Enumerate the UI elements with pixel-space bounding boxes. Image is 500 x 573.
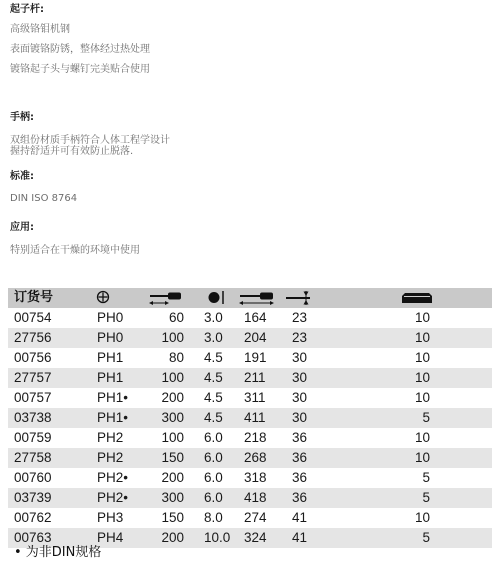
phillips-size-cell: PH0 <box>97 310 124 325</box>
table-row <box>8 388 492 408</box>
table-body <box>8 308 492 548</box>
overall-length-cell: 411 <box>244 410 266 425</box>
shaft-line: 镀铬起子头与螺钉完美贴合使用 <box>10 64 150 75</box>
application-title: 应用: <box>10 222 34 233</box>
package-quantity-cell: 10 <box>414 370 430 385</box>
shank-diameter-icon <box>284 290 314 306</box>
package-quantity-cell: 10 <box>414 430 430 445</box>
table-row <box>8 308 492 328</box>
blade-length-cell: 80 <box>168 350 184 365</box>
blade-length-cell: 300 <box>161 410 184 425</box>
footnote: • 为非DIN规格 <box>14 545 102 560</box>
shank-diameter-cell: 41 <box>292 530 308 545</box>
tip-diameter-cell: 4.5 <box>204 350 223 365</box>
blade-length-cell: 200 <box>161 470 184 485</box>
blade-length-cell: 100 <box>161 430 184 445</box>
blade-length-cell: 150 <box>161 510 184 525</box>
shaft-line: 表面镀铬防锈，整体经过热处理 <box>10 44 150 55</box>
package-quantity-cell: 5 <box>422 470 430 485</box>
shank-diameter-cell: 30 <box>292 410 308 425</box>
tip-diameter-cell: 6.0 <box>204 450 223 465</box>
order-no-cell: 00762 <box>14 510 52 525</box>
tip-diameter-cell: 4.5 <box>204 370 223 385</box>
overall-length-cell: 211 <box>244 370 266 385</box>
handle-title: 手柄: <box>10 112 34 123</box>
tip-diameter-cell: 3.0 <box>204 330 223 345</box>
package-quantity-cell: 5 <box>422 490 430 505</box>
package-quantity-cell: 10 <box>414 310 430 325</box>
shaft-title: 起子杆: <box>10 4 44 15</box>
blade-length-cell: 150 <box>161 450 184 465</box>
phillips-size-cell: PH4 <box>97 530 124 545</box>
phillips-size-cell: PH2• <box>97 490 128 505</box>
table-row <box>8 348 492 368</box>
shaft-line: 高级铬钼机钢 <box>10 24 70 35</box>
handle-line: 双组份材质手柄符合人体工程学设计 <box>10 135 170 146</box>
shank-diameter-cell: 41 <box>292 510 308 525</box>
phillips-size-cell: PH1 <box>97 350 124 365</box>
table-row <box>8 368 492 388</box>
table-row <box>8 508 492 528</box>
blade-length-cell: 200 <box>161 390 184 405</box>
phillips-size-cell: PH0 <box>97 330 124 345</box>
tip-diameter-cell: 6.0 <box>204 470 223 485</box>
application-section <box>10 221 140 257</box>
table-row <box>8 468 492 488</box>
phillips-cross-icon <box>96 290 110 304</box>
phillips-size-cell: PH2 <box>97 430 124 445</box>
order-no-cell: 00754 <box>14 310 52 325</box>
phillips-size-cell: PH2 <box>97 450 124 465</box>
shank-diameter-cell: 30 <box>292 370 308 385</box>
phillips-size-cell: PH3 <box>97 510 124 525</box>
blade-length-icon <box>148 291 184 306</box>
table-row <box>8 488 492 508</box>
package-quantity-cell: 10 <box>414 390 430 405</box>
order-no-cell: 27758 <box>14 450 52 465</box>
overall-length-cell: 418 <box>244 490 267 505</box>
table-row <box>8 428 492 448</box>
package-quantity-cell: 5 <box>422 530 430 545</box>
overall-length-cell: 191 <box>244 350 267 365</box>
blade-length-cell: 300 <box>161 490 184 505</box>
tip-diameter-icon <box>208 290 228 305</box>
tip-diameter-cell: 8.0 <box>204 510 223 525</box>
order-no-cell: 00763 <box>14 530 52 545</box>
shank-diameter-cell: 23 <box>292 310 308 325</box>
tip-diameter-cell: 4.5 <box>204 390 223 405</box>
shank-diameter-cell: 23 <box>292 330 308 345</box>
phillips-size-cell: PH1 <box>97 370 124 385</box>
shank-diameter-cell: 30 <box>292 390 308 405</box>
phillips-size-cell: PH1• <box>97 410 128 425</box>
order-no-cell: 03739 <box>14 490 52 505</box>
overall-length-cell: 268 <box>244 450 267 465</box>
tip-diameter-cell: 4.5 <box>204 410 223 425</box>
package-quantity-cell: 5 <box>422 410 430 425</box>
standard-title: 标准: <box>10 171 34 182</box>
standard-section <box>10 170 77 205</box>
shank-diameter-cell: 36 <box>292 430 308 445</box>
overall-length-cell: 164 <box>244 310 267 325</box>
overall-length-cell: 324 <box>244 530 267 545</box>
order-no-cell: 27756 <box>14 330 52 345</box>
shank-diameter-cell: 30 <box>292 350 308 365</box>
handle-line: 握持舒适并可有效防止脱落. <box>10 146 134 157</box>
handle-section <box>10 111 170 158</box>
blade-length-cell: 100 <box>161 330 184 345</box>
table-row <box>8 408 492 428</box>
shank-diameter-cell: 36 <box>292 450 308 465</box>
overall-length-cell: 274 <box>244 510 267 525</box>
standard-line: DIN ISO 8764 <box>10 193 78 204</box>
shaft-section <box>10 3 150 76</box>
package-quantity-icon <box>401 292 433 304</box>
package-quantity-cell: 10 <box>414 350 430 365</box>
overall-length-cell: 218 <box>244 430 267 445</box>
blade-length-cell: 200 <box>161 530 184 545</box>
blade-length-cell: 60 <box>168 310 184 325</box>
order-no-cell: 00759 <box>14 430 52 445</box>
header-order-no: 订货号 <box>14 290 54 305</box>
phillips-size-cell: PH2• <box>97 470 128 485</box>
overall-length-cell: 204 <box>244 330 267 345</box>
shank-diameter-cell: 36 <box>292 490 308 505</box>
application-line: 特别适合在干燥的环境中使用 <box>10 245 140 256</box>
overall-length-icon <box>238 291 276 306</box>
table-row <box>8 328 492 348</box>
order-no-cell: 27757 <box>14 370 52 385</box>
order-no-cell: 03738 <box>14 410 52 425</box>
tip-diameter-cell: 6.0 <box>204 490 223 505</box>
overall-length-cell: 311 <box>244 390 266 405</box>
package-quantity-cell: 10 <box>414 330 430 345</box>
package-quantity-cell: 10 <box>414 450 430 465</box>
package-quantity-cell: 10 <box>414 510 430 525</box>
order-no-cell: 00756 <box>14 350 52 365</box>
table-row <box>8 448 492 468</box>
blade-length-cell: 100 <box>161 370 184 385</box>
order-no-cell: 00757 <box>14 390 52 405</box>
tip-diameter-cell: 6.0 <box>204 430 223 445</box>
spec-table <box>8 288 492 548</box>
order-no-cell: 00760 <box>14 470 52 485</box>
tip-diameter-cell: 3.0 <box>204 310 223 325</box>
shank-diameter-cell: 36 <box>292 470 308 485</box>
overall-length-cell: 318 <box>244 470 267 485</box>
table-header <box>8 288 492 308</box>
tip-diameter-cell: 10.0 <box>204 530 231 545</box>
phillips-size-cell: PH1• <box>97 390 128 405</box>
